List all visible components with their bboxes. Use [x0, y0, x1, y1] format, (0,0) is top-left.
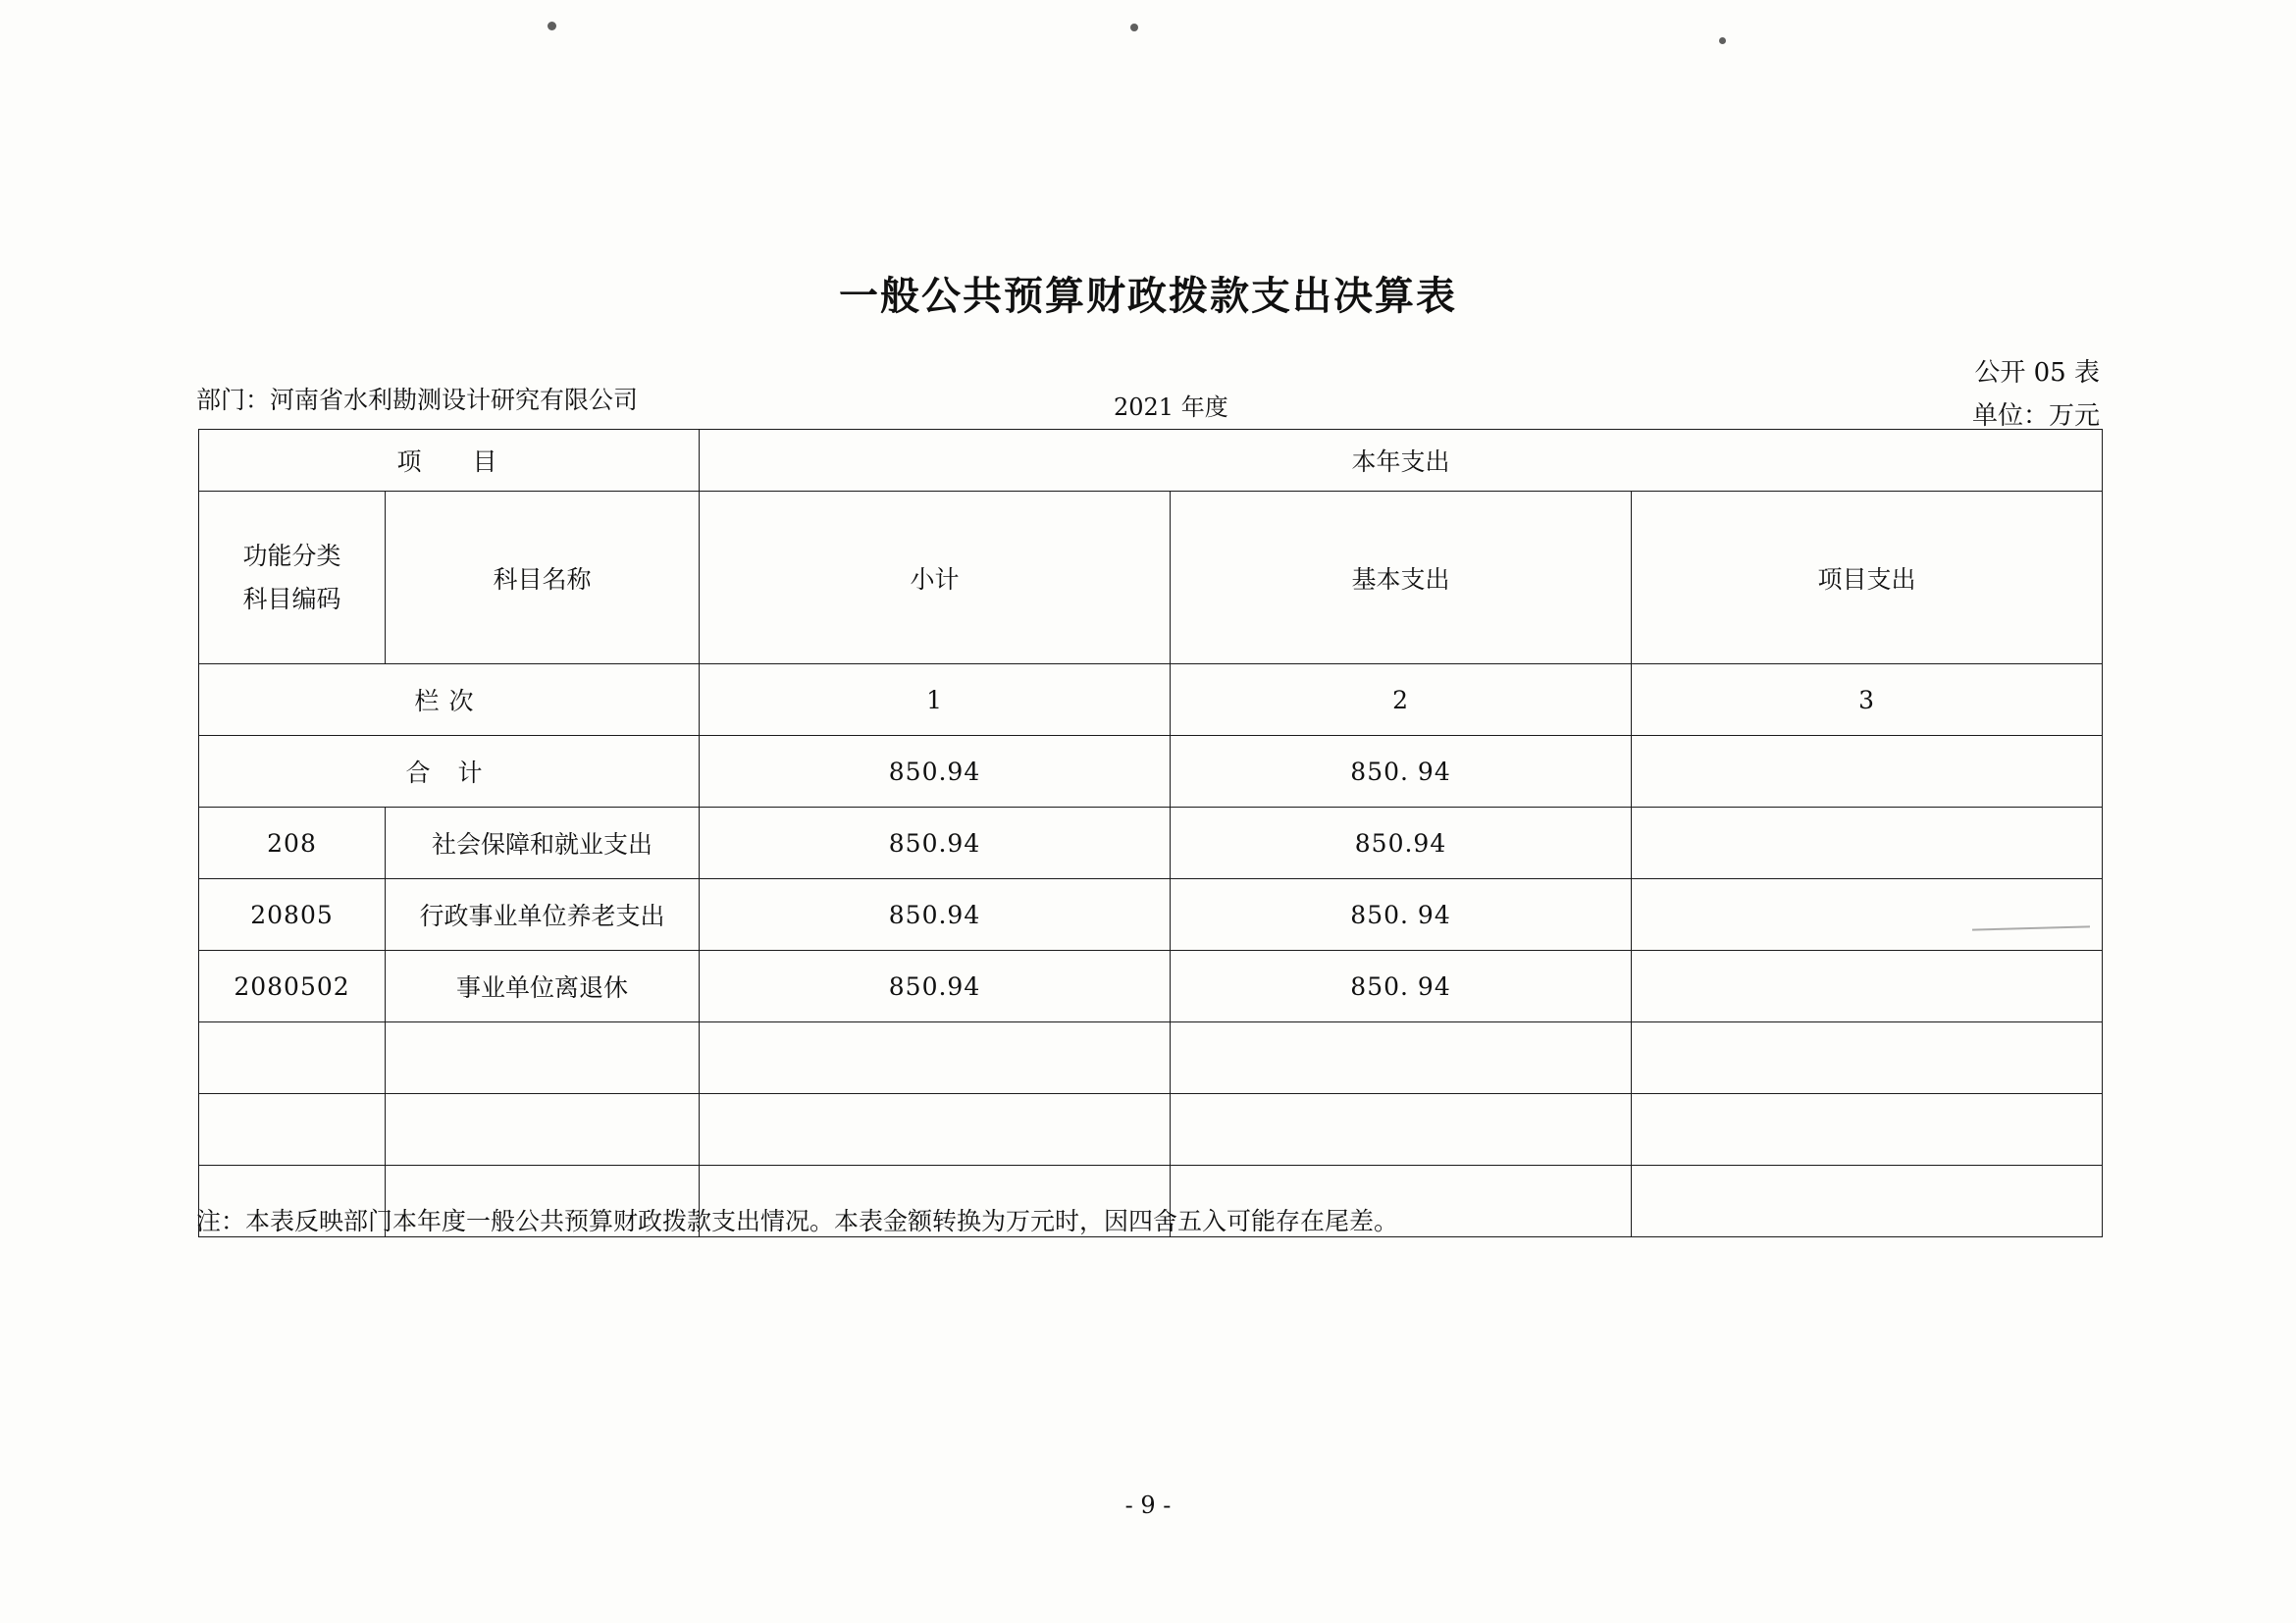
- column-index-1: 1: [700, 664, 1171, 736]
- header-subject-name: 科目名称: [386, 492, 700, 664]
- row-code: 208: [199, 808, 386, 879]
- row-basic: 850. 94: [1171, 736, 1632, 808]
- row-total-label: 合 计: [199, 736, 700, 808]
- row-subject-name: [386, 1094, 700, 1166]
- row-code: 2080502: [199, 951, 386, 1022]
- row-subject-name: 行政事业单位养老支出: [386, 879, 700, 951]
- row-subtotal: 850.94: [700, 879, 1171, 951]
- form-code: 公开 05 表: [1974, 358, 2100, 388]
- row-basic: [1171, 1022, 1632, 1094]
- header-func-code: 功能分类 科目编码: [199, 492, 386, 664]
- table-row: [199, 736, 2103, 808]
- row-subtotal: [700, 1022, 1171, 1094]
- column-index-label: 栏次: [199, 664, 700, 736]
- row-subtotal: 850.94: [700, 951, 1171, 1022]
- row-project: [1632, 736, 2103, 808]
- row-basic: 850.94: [1171, 808, 1632, 879]
- row-subject-name: [386, 1022, 700, 1094]
- row-code: [199, 1094, 386, 1166]
- table-note: 注：本表反映部门本年度一般公共预算财政拨款支出情况。本表金额转换为万元时，因四舍五入可能存在尾差。: [196, 1207, 1399, 1235]
- row-project: [1632, 951, 2103, 1022]
- table-row: [199, 1022, 2103, 1094]
- row-subject-name: 事业单位离退休: [386, 951, 700, 1022]
- row-basic: 850. 94: [1171, 951, 1632, 1022]
- column-index-3: 3: [1632, 664, 2103, 736]
- header-subtotal: 小计: [700, 492, 1171, 664]
- scan-speck: [1719, 37, 1726, 44]
- row-project: [1632, 1166, 2103, 1237]
- row-project: [1632, 879, 2103, 951]
- page-number: - 9 -: [1124, 1492, 1172, 1519]
- row-project: [1632, 1094, 2103, 1166]
- table-row: [199, 951, 2103, 1022]
- row-subtotal: 850.94: [700, 808, 1171, 879]
- header-item-group: 项 目: [199, 430, 700, 492]
- page-title: 一般公共预算财政拨款支出决算表: [839, 274, 1457, 319]
- table-header-row-1: [199, 430, 2103, 492]
- row-subject-name: 社会保障和就业支出: [386, 808, 700, 879]
- header-project-expenditure: 项目支出: [1632, 492, 2103, 664]
- row-basic: [1171, 1094, 1632, 1166]
- row-project: [1632, 1022, 2103, 1094]
- scan-speck: [1130, 24, 1138, 31]
- table-row: [199, 879, 2103, 951]
- row-subtotal: 850.94: [700, 736, 1171, 808]
- budget-expenditure-table: [198, 429, 2103, 1237]
- table-row: [199, 808, 2103, 879]
- header-basic-expenditure: 基本支出: [1171, 492, 1632, 664]
- row-subtotal: [700, 1094, 1171, 1166]
- column-index-2: 2: [1171, 664, 1632, 736]
- department-line: [196, 381, 638, 416]
- header-year-expenditure: 本年支出: [700, 430, 2103, 492]
- table-row: [199, 1094, 2103, 1166]
- form-meta: [1972, 351, 2100, 438]
- row-code: [199, 1022, 386, 1094]
- row-basic: 850. 94: [1171, 879, 1632, 951]
- department-label: 部门：: [196, 386, 271, 414]
- column-index-row: [199, 664, 2103, 736]
- row-code: 20805: [199, 879, 386, 951]
- unit-label: 单位：万元: [1971, 401, 2100, 431]
- fiscal-year: 2021 年度: [1114, 393, 1228, 421]
- department-name: 河南省水利勘测设计研究有限公司: [270, 386, 639, 414]
- row-project: [1632, 808, 2103, 879]
- scan-speck: [548, 22, 556, 30]
- table-header-row-2: [199, 492, 2103, 664]
